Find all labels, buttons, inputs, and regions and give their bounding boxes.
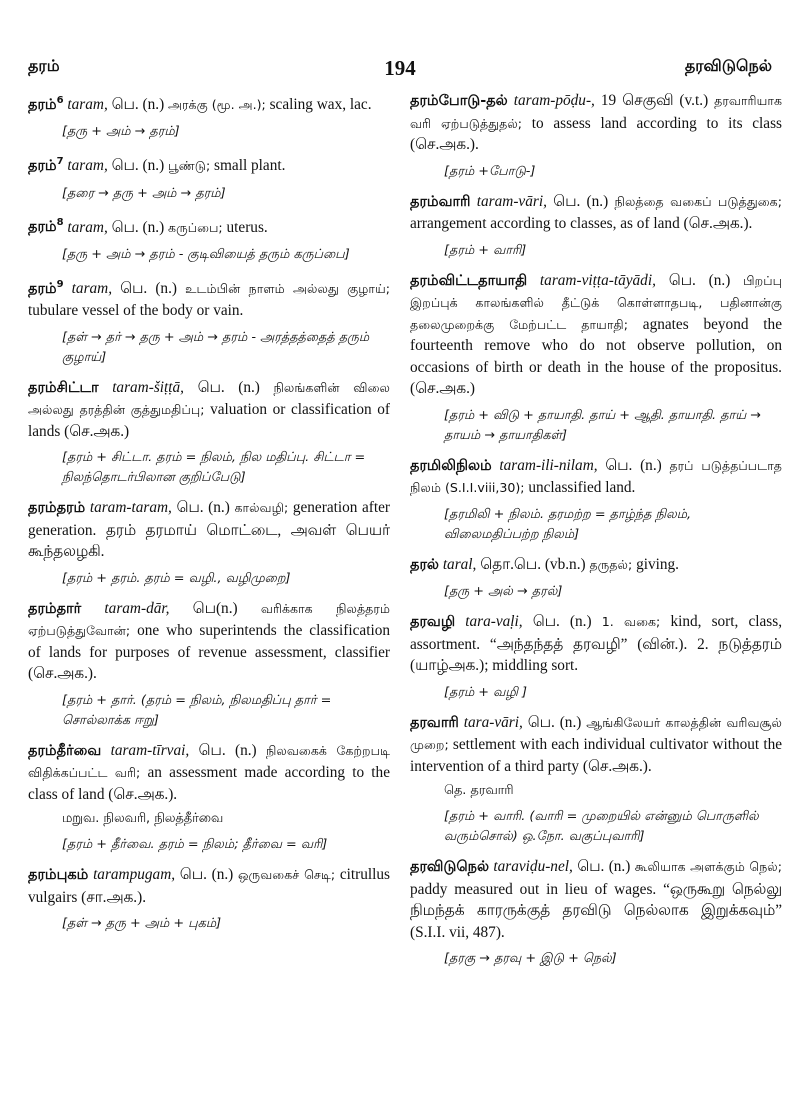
headword: தரம்$^8$ [28,217,64,236]
headword: தரமிலிநிலம் [410,457,492,474]
left-column [28,90,390,943]
transliteration: taram, [67,157,108,175]
english-gloss: scaling wax, lac. [269,95,372,113]
part-of-speech: பெ. (n.) [577,858,631,875]
part-of-speech: பெ. (n.) [668,271,731,289]
etymology: [தரு + அல் → தரல்] [444,584,563,599]
headword: தரல் [410,556,439,573]
dictionary-entry [28,598,390,731]
english-gloss: valuation or classification of lands (செ.அக.) [28,401,390,440]
english-gloss: unclassified land. [528,479,636,496]
tamil-gloss: கால்வழி; [234,500,289,516]
part-of-speech: 19 செகுவி (v.t.) [600,92,709,109]
headword: தரம்போடு-தல் [410,93,508,109]
english-gloss: uterus. [226,218,268,236]
entry-definition [28,377,390,443]
entry-definition [28,598,390,685]
transliteration: taram-pōḍu-, [513,92,595,109]
sense-number: 9 [56,278,64,290]
headword: தரம்விட்டதாயாதி [410,272,528,289]
english-gloss: agnates beyond the fourteenth remove who do not observe pollution, on occasions of birth or death in the house of the propositus. (செ.அக.) [410,315,782,397]
tamil-gloss: நிலத்தை வகைப் படுத்துகை; [614,193,782,209]
dictionary-entry [28,274,390,368]
transliteration: taram, [71,279,113,297]
tamil-gloss: தருதல்; [589,556,633,572]
tamil-gloss: தரப் படுத்தப்படாத நிலம் (S.I.I.viii,30); [410,457,782,495]
dictionary-entry [28,864,390,934]
part-of-speech: பெ. (n.) [527,713,582,731]
tamil-gloss: 1. வகை; [601,614,661,629]
tamil-gloss: தரவாரியாக வரி ஏற்படுத்துதல்; [410,93,783,131]
headword: தரம்புகம் [28,867,89,884]
transliteration: taram-taram, [89,499,172,517]
tamil-gloss: ஒருவகைச் செடி; [238,867,336,883]
etymology: [தள் → தரு + அம் + புகம்] [62,916,222,932]
english-gloss: an assessment made according to the class of land (செ.அக.). [28,764,390,803]
entry-definition [28,864,390,908]
headword: தரம்$^6$ [28,95,64,113]
part-of-speech: தொ.பெ. (vb.n.) [480,555,586,573]
headword: தரம்$^9$ [28,278,64,297]
headword: தரம்சிட்டா [28,379,99,396]
headword: தரம்தரம் [28,500,86,517]
part-of-speech: பெ. (n.) [532,613,592,630]
etymology: [தரம் + வாரி. (வாரி = முறையில் என்னும் பொருளில் வரும்சொல்) ஒ.நோ. வகுப்புவாரி] [444,809,759,844]
dictionary-entry [28,740,390,856]
transliteration: taram-tīrvai, [110,741,190,759]
transliteration: taram, [67,218,108,236]
transliteration: taral, [442,555,477,573]
dictionary-entry [410,611,782,703]
sense-number: 8 [56,217,64,229]
entry-definition [28,274,390,322]
etymology: [தரை → தரு + அம் → தரம்] [62,185,226,201]
headword: தரவிடுநெல் [410,859,489,875]
english-gloss: citrullus vulgairs (சா.அக.). [28,866,391,906]
cross-reference-note: மறுவ. நிலவரி, நிலத்தீர்வை [62,811,224,827]
etymology: [தள் → தர் → தரு + அம் → தரம் - அரத்தத்தைத் தரும் குழாய்] [62,329,370,365]
transliteration: taram-ili-nilam, [499,456,598,474]
dictionary-entry [28,377,390,489]
dictionary-entry [410,455,782,545]
entry-definition [28,740,390,806]
part-of-speech: பெ. (n.) [111,218,165,236]
part-of-speech: பெ. (n.) [120,279,177,297]
dictionary-entry [410,270,782,446]
entry-definition [410,455,782,499]
tamil-gloss: பூண்டு; [168,158,211,174]
entry-definition [28,90,390,116]
headword: தரம்தீர்வை [28,742,102,759]
tamil-gloss: அரக்கு (மூ. அ.); [168,96,266,112]
entry-definition [410,712,782,778]
entry-definition [410,270,782,400]
sense-number: 7 [56,156,64,168]
etymology: [தரம் + சிட்டா. தரம் = நிலம், நில மதிப்பு. சிட்டா = நிலந்தொடர்பிலான குறிப்பேடு] [62,450,366,486]
english-gloss: kind, sort, class, assortment. “அந்தந்தத் தரவழி” (வின்.). 2. நடுத்தரம் (யாழ்அக.); middling sort. [410,613,783,674]
transliteration: tara-vaḷi, [465,613,523,630]
page-number: 194 [384,56,416,80]
headword: தரம்வாரி [410,193,471,210]
etymology: [தரு + அம் → தரம்] [62,124,180,140]
entry-definition [28,213,390,239]
entry-definition [28,151,390,177]
transliteration: taram-dār, [104,599,170,617]
transliteration: taram-viṭṭa-tāyādi, [539,271,656,289]
entry-definition [410,191,782,235]
etymology: [தரம் + வாரி] [444,242,527,258]
part-of-speech: பெ. (n.) [553,192,609,210]
entry-definition [410,611,782,677]
part-of-speech: பெ. (n.) [198,741,257,759]
transliteration: tara-vāri, [463,713,523,731]
part-of-speech: பெ. (n.) [176,499,230,517]
running-head-right: தரவிடுநெல் [684,56,772,75]
tamil-gloss: கருப்பை; [168,219,223,235]
english-gloss: arrangement according to classes, as of land (செ.அக.). [410,215,753,232]
part-of-speech: பெ(n.) [192,599,238,617]
etymology: [தரம் + வழி ] [444,684,527,700]
transliteration: taraviḍu-nel, [493,858,573,875]
cross-reference-note: தெ. தரவாரி [444,783,514,798]
english-gloss: to assess land according to its class (செ.அக.). [410,114,782,153]
etymology: [தரம் + தார். (தரம் = நிலம், நிலமதிப்பு தார் = சொல்லாக்க ஈறு] [62,692,332,728]
transliteration: tarampugam, [93,866,176,884]
etymology: [தரகு → தரவு + இடு + நெல்] [444,951,617,966]
english-gloss: generation after generation. தரம் தரமாய் மொட்டை, அவள் பெயர் கூந்தலழகி. [28,499,391,561]
dictionary-entry [410,712,782,848]
english-gloss: paddy measured out in lieu of wages. “ஒருகூறு நெல்லு நிமந்தக் காரருக்குத் தரவிடு நெல்லாக இறுக்கவும்” (S.I.I. vii, 487). [410,880,782,941]
tamil-gloss: நிலங்களின் விலை அல்லது தரத்தின் குத்துமதிப்பு; [28,379,391,418]
etymology: [தரு + அம் → தரம் - குடிவியைத் தரும் கருப்பை] [62,246,350,262]
tamil-gloss: கூலியாக அளக்கும் நெல்; [634,859,782,874]
english-gloss: settlement with each individual cultivator without the intervention of a third party (செ.அக.). [410,736,783,775]
sense-number: 6 [56,95,64,106]
dictionary-entry [410,856,782,969]
dictionary-entry [28,151,390,203]
headword: தரம்$^7$ [28,156,64,175]
entry-definition [410,554,782,577]
etymology: [தரம் + தீர்வை. தரம் = நிலம்; தீர்வை = வரி] [62,837,328,853]
english-gloss: one who superintends the classification of lands for purposes of revenue assessment, classifier (செ.அக.). [28,622,390,683]
right-column [410,90,782,978]
dictionary-entry [410,554,782,603]
transliteration: taram-vāri, [476,192,547,210]
tamil-gloss: வரிக்காக நிலத்தரம் ஏற்படுத்துவோன்; [28,600,391,639]
etymology: [தரம் + விடு + தாயாதி. தாய் + ஆதி. தாயாதி. தாய் → தாயம் → தாயாதிகள்] [444,407,761,443]
english-gloss: giving. [636,555,679,573]
english-gloss: tubulare vessel of the body or vain. [28,302,244,320]
headword: தரம்தார் [28,600,82,617]
dictionary-entry [410,191,782,261]
part-of-speech: பெ. (n.) [605,456,662,474]
entry-definition [410,856,782,943]
etymology: [தரம் + தரம். தரம் = வழி., வழிமுறை] [62,570,291,586]
part-of-speech: பெ. (n.) [197,378,260,396]
english-gloss: small plant. [214,157,286,175]
dictionary-entry [410,90,782,182]
etymology: [தரமிலி + நிலம். தரமற்ற = தாழ்ந்த நிலம், விலைமதிப்பற்ற நிலம்] [444,506,692,542]
tamil-gloss: ஆங்கிலேயர் காலத்தின் வரிவசூல் முறை; [410,714,783,752]
entry-definition [410,90,782,156]
headword: தரவழி [410,614,456,630]
dictionary-entry [28,213,390,265]
tamil-gloss: உடம்பின் நாளம் அல்லது குழாய்; [185,280,391,296]
dictionary-entry [28,90,390,142]
entry-definition [28,497,390,563]
headword: தரவாரி [410,714,459,731]
transliteration: taram, [67,95,108,113]
part-of-speech: பெ. (n.) [111,157,165,175]
tamil-gloss: நிலவகைக் கேற்றபடி விதிக்கப்பட்ட வரி; [28,742,390,781]
transliteration: taram-šiṭṭā, [112,378,185,396]
part-of-speech: பெ. (n.) [179,866,234,884]
running-head-left: தரம் [28,56,60,75]
part-of-speech: பெ. (n.) [111,95,165,113]
tamil-gloss: பிறப்பு இறப்புக் காலங்களில் தீட்டுக் கொள்ளாதபடி, பதினான்கு தலைமுறைக்கு மேற்பட்ட தாயாதி; [410,272,782,332]
dictionary-entry [28,497,390,589]
etymology: [தரம் +போடு-] [444,163,536,179]
